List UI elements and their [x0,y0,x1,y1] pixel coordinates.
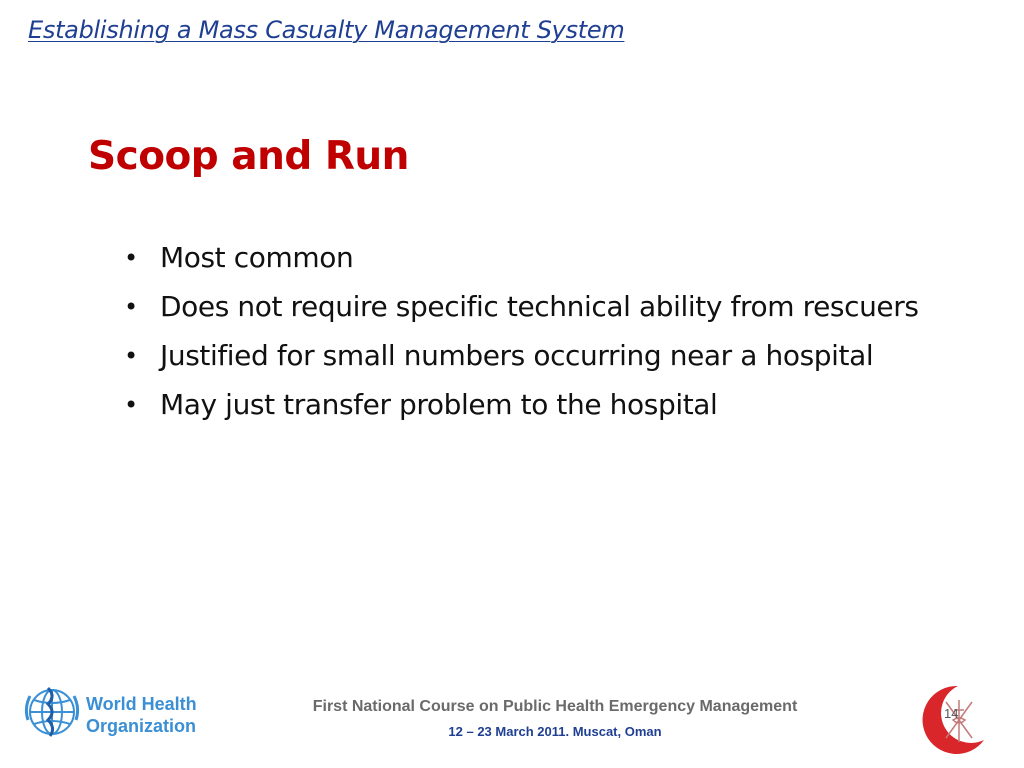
bullet-list [120,238,980,434]
bullet-text: Most common [160,241,354,274]
bullet-text: Does not require specific technical ability from rescuers [160,290,919,323]
footer-course: First National Course on Public Health Emergency Management [312,698,798,715]
bullet-dot: • [124,244,138,272]
bullet-text: Justified for small numbers occurring near a hospital [160,339,874,372]
bullet-dot: • [124,293,138,321]
header-title: Establishing a Mass Casualty Management System [28,16,625,44]
bullet-text: May just transfer problem to the hospital [160,388,718,421]
slide-title: Scoop and Run [88,134,409,179]
bullet-item [120,238,980,278]
slide-number: 14 [944,706,959,721]
bullet-dot: • [124,342,138,370]
bullet-item [120,385,980,425]
who-logo [22,680,202,744]
who-logo-line2: Organization [86,716,197,736]
bullet-item [120,287,980,327]
who-emblem-icon [26,688,77,736]
bullet-item [120,336,980,376]
footer-date: 12 – 23 March 2011. Muscat, Oman [448,724,662,739]
bullet-dot: • [124,391,138,419]
who-logo-line1: World Health [86,694,197,714]
